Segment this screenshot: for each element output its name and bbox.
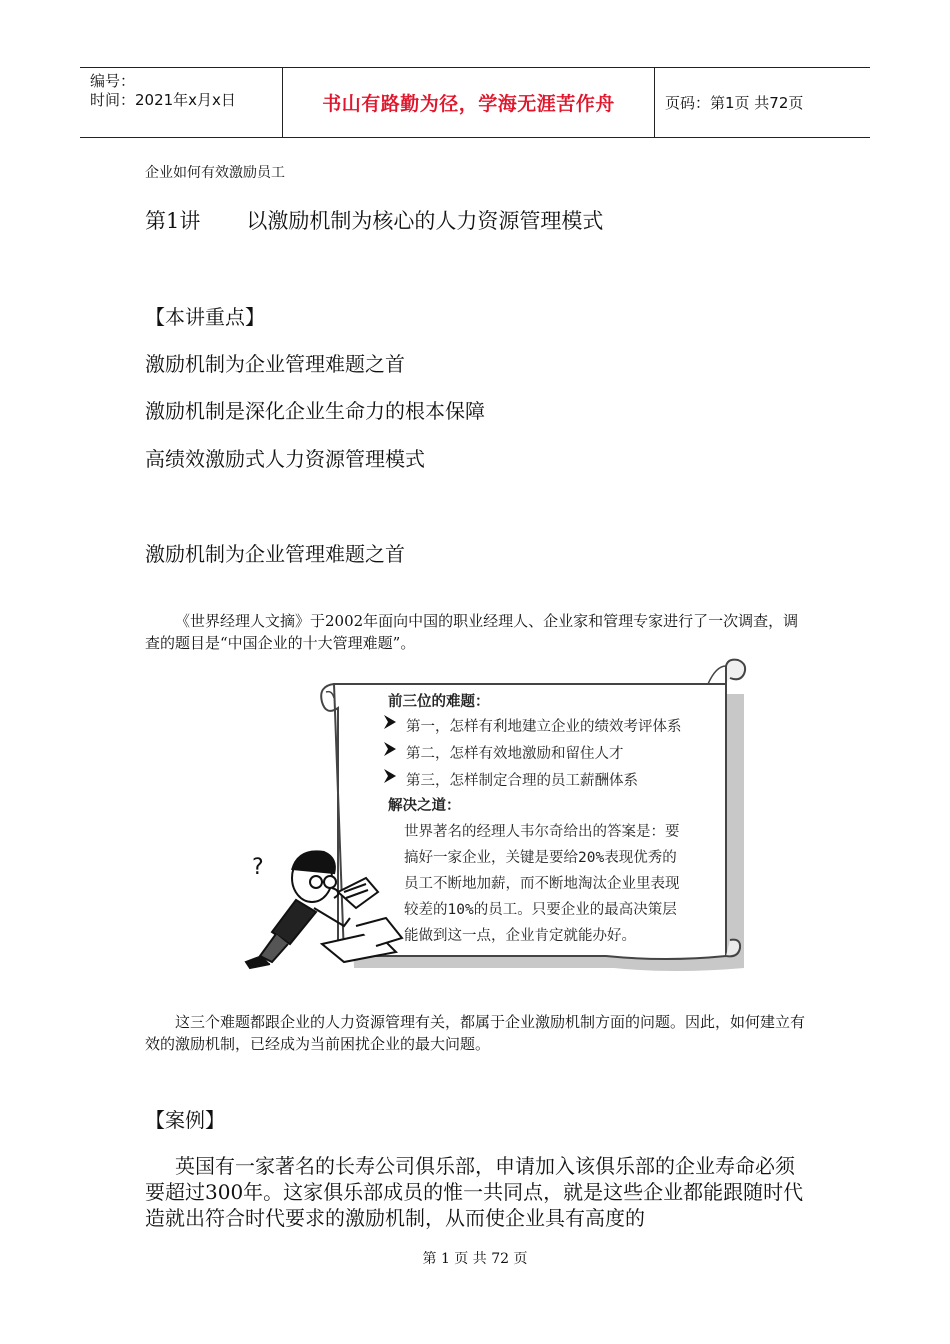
key-points-title: 【本讲重点】 — [145, 305, 265, 329]
page-header — [80, 67, 870, 138]
after-paragraph: 这三个难题都跟企业的人力资源管理有关，都属于企业激励机制方面的问题。因此，如何建立有效的激励机制，已经成为当前困扰企业的最大问题。 — [145, 1013, 806, 1053]
page-footer: 第 1 页 共 72 页 — [422, 1251, 528, 1267]
key-point-item: 激励机制为企业管理难题之首 — [145, 352, 405, 376]
key-point-item: 高绩效激励式人力资源管理模式 — [145, 447, 425, 471]
scroll-problem-item: 第三，怎样制定合理的员工薪酬体系 — [406, 773, 638, 789]
scroll-problem-item: 第一，怎样有利地建立企业的绩效考评体系 — [406, 719, 682, 735]
intro-paragraph: 《世界经理人文摘》于2002年面向中国的职业经理人、企业家和管理专家进行了一次调查，调查的题目是“中国企业的十大管理难题”。 — [145, 612, 799, 652]
lecture-title: 以激励机制为核心的人力资源管理模式 — [246, 209, 604, 233]
scroll-solution-line: 世界著名的经理人韦尔奇给出的答案是：要 — [404, 824, 680, 840]
scroll-solution-line: 搞好一家企业，关键是要给20%表现优秀的 — [404, 850, 677, 866]
header-page-code: 页码：第1页 共72页 — [665, 94, 804, 112]
case-title: 【案例】 — [145, 1108, 225, 1132]
document-small-title: 企业如何有效激励员工 — [145, 165, 285, 181]
svg-text:?: ? — [252, 855, 264, 880]
scroll-problem-item: 第二，怎样有效地激励和留住人才 — [406, 746, 624, 762]
scroll-solution-heading: 解决之道： — [388, 798, 461, 814]
scroll-solution-line: 员工不断地加薪，而不断地淘汰企业里表现 — [404, 876, 680, 892]
scroll-solution-line: 能做到这一点，企业肯定就能办好。 — [404, 928, 636, 944]
scroll-top-heading: 前三位的难题： — [388, 694, 490, 710]
header-time-label: 时间：2021年x月x日 — [90, 91, 236, 109]
header-code-label: 编号： — [90, 72, 136, 90]
lecture-heading — [145, 205, 603, 235]
scroll-illustration — [226, 656, 756, 982]
lecture-number: 第1讲 — [145, 209, 201, 233]
case-paragraph: 英国有一家著名的长寿公司俱乐部，申请加入该俱乐部的企业寿命必须要超过300年。这家俱乐部成员的惟一共同点，就是这些企业都能跟随时代造就出符合时代要求的激励机制，从而使企业具有高度的 — [145, 1154, 804, 1230]
header-motto: 书山有路勤为径，学海无涯苦作舟 — [283, 68, 655, 137]
key-point-item: 激励机制是深化企业生命力的根本保障 — [145, 399, 485, 423]
header-meta — [80, 68, 283, 137]
scroll-solution-line: 较差的10%的员工。只要企业的最高决策层 — [404, 902, 677, 918]
section-title: 激励机制为企业管理难题之首 — [145, 542, 405, 566]
